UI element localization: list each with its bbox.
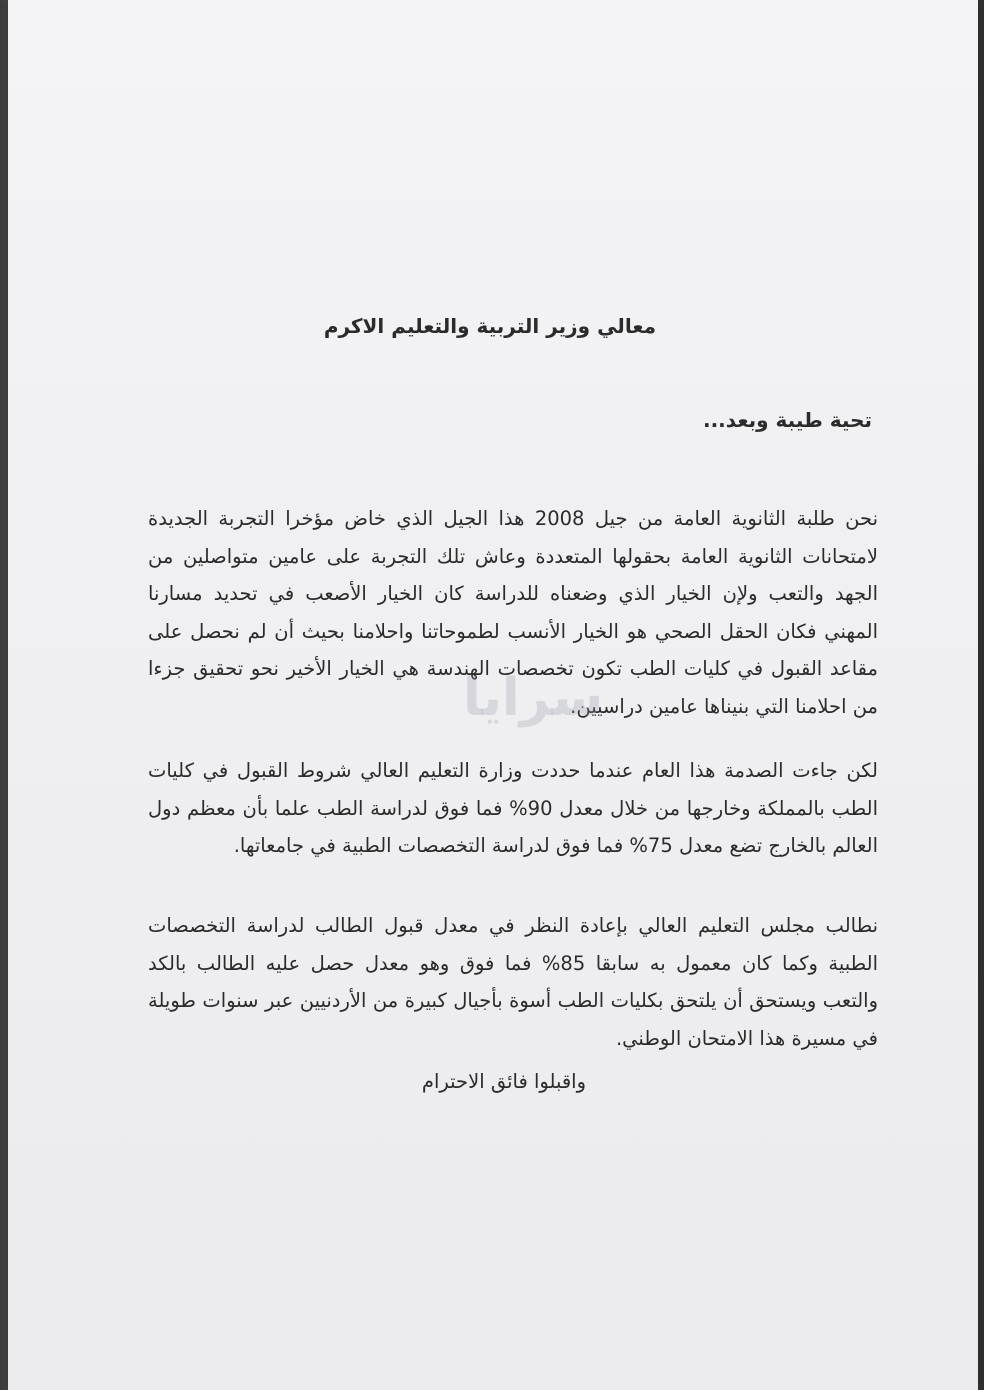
paragraph-2: لكن جاءت الصدمة هذا العام عندما حددت وزارة التعليم العالي شروط القبول في كليات الطب بالمملكة وخارجها من خلال معدل 90% فما فوق لدراسة الطب علما بأن معظم دول العالم بالخارج تضع معدل 75% فما فوق لدراسة التخصصات الطبية في جامعاتها. — [148, 759, 878, 857]
paragraph-1: نحن طلبة الثانوية العامة من جيل 2008 هذا الجيل الذي خاض مؤخرا التجربة الجديدة لامتحانات الثانوية العامة بحقولها المتعددة وعاش تلك التجربة على عامين متواصلين من الجهد والتعب ولإن الخيار الذي وضعناه للدراسة كان الخيار الأصعب في تحديد مسارنا المهني فكان الحقل الصحي هو الخيار الأنسب لطموحاتنا واحلامنا بحيث أن لم نحصل على مقاعد القبول في كليات الطب تكون تخصصات الهندسة هي الخيار الأخير نحو تحقيق جزءا من احلامنا التي بنيناها عامين دراسيين. — [148, 507, 878, 718]
letter-sheet — [8, 0, 978, 1390]
letter-closing: واقبلوا فائق الاحترام — [421, 1070, 586, 1093]
watermark-logo: سرايا — [462, 668, 604, 728]
letter-greeting: تحية طيبة وبعد... — [702, 408, 872, 432]
letter-title: معالي وزير التربية والتعليم الاكرم — [323, 314, 656, 338]
paragraph-3: نطالب مجلس التعليم العالي بإعادة النظر في معدل قبول الطالب لدراسة التخصصات الطبية وكما كان معمول به سابقا 85% فما فوق وهو معدل حصل عليه الطالب بالكد والتعب ويستحق أن يلتحق بكليات الطب أسوة بأجيال كبيرة من الأردنيين عبر سنوات طويلة في مسيرة هذا الامتحان الوطني. — [148, 914, 878, 1050]
